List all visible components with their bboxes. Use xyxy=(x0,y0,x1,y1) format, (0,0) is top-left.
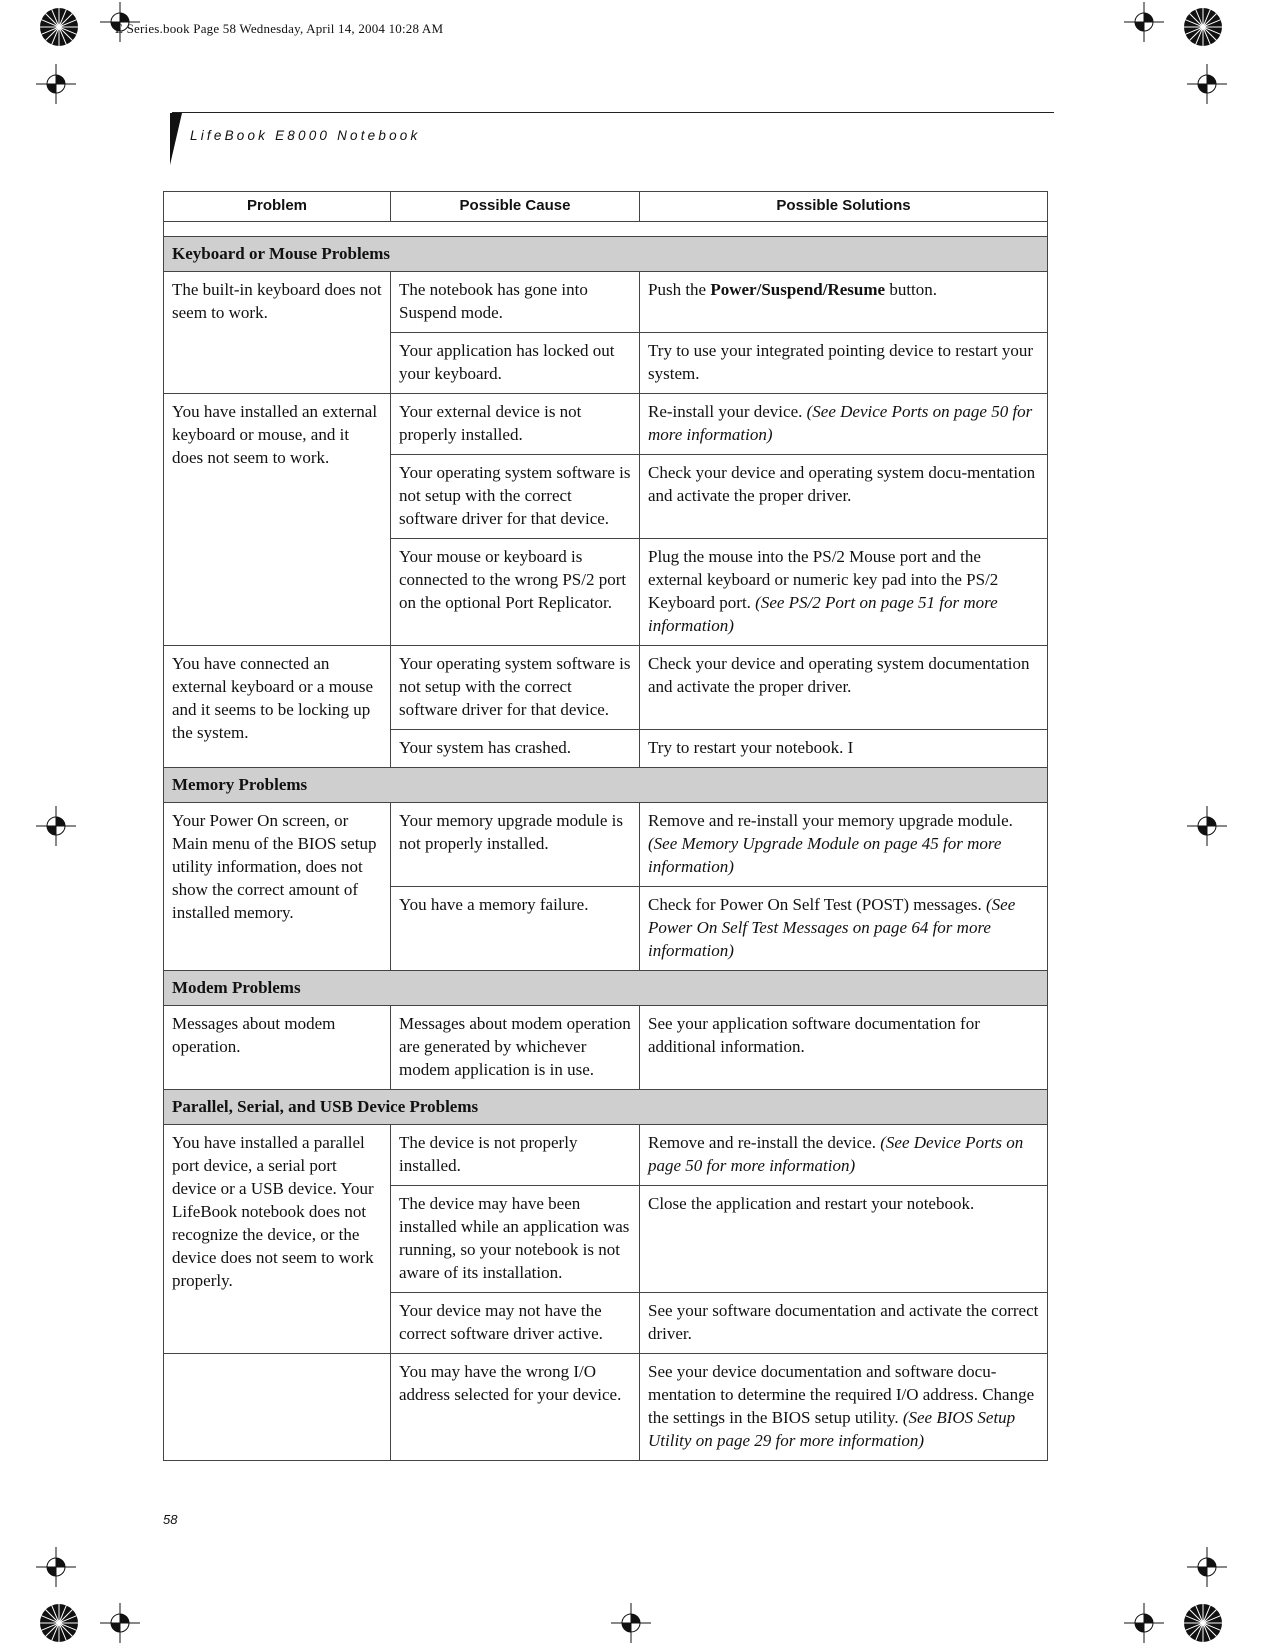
solution-cell: Close the application and restart your notebook. xyxy=(640,1186,1048,1293)
cause-cell: Your memory upgrade module is not properly installed. xyxy=(391,803,640,887)
crosshair-mark-icon xyxy=(36,1547,76,1587)
table-row xyxy=(164,394,1048,455)
crosshair-mark-icon xyxy=(1124,1603,1164,1643)
crosshair-mark-icon xyxy=(1124,2,1164,42)
section-title: Modem Problems xyxy=(164,971,1048,1006)
troubleshooting-table xyxy=(163,191,1048,1461)
section-row xyxy=(164,971,1048,1006)
table-row xyxy=(164,272,1048,333)
solution-cell: Push the Power/Suspend/Resume button. xyxy=(640,272,1048,333)
header-divider xyxy=(164,222,1048,237)
section-title: Memory Problems xyxy=(164,768,1048,803)
problem-cell: You have installed an external keyboard or mouse, and it does not seem to work. xyxy=(164,394,391,646)
solution-cell: Check for Power On Self Test (POST) messages. (See Power On Self Test Messages on page 64 for more information) xyxy=(640,887,1048,971)
registration-rosette-icon xyxy=(39,7,79,47)
column-header-cause: Possible Cause xyxy=(391,192,640,222)
solution-cell: Try to use your integrated pointing device to restart your system. xyxy=(640,333,1048,394)
crosshair-mark-icon xyxy=(1187,806,1227,846)
table-row xyxy=(164,1354,1048,1461)
section-title: Parallel, Serial, and USB Device Problems xyxy=(164,1090,1048,1125)
crosshair-mark-icon xyxy=(36,806,76,846)
solution-cell: Check your device and operating system documentation and activate the proper driver. xyxy=(640,646,1048,730)
solution-cell: See your software documentation and activate the correct driver. xyxy=(640,1293,1048,1354)
page-number: 58 xyxy=(163,1512,178,1527)
header-tab-marker xyxy=(170,113,182,165)
crosshair-mark-icon xyxy=(611,1603,651,1643)
section-row xyxy=(164,1090,1048,1125)
cause-cell: The notebook has gone into Suspend mode. xyxy=(391,272,640,333)
cause-cell: Your operating system software is not setup with the correct software driver for that device. xyxy=(391,646,640,730)
cause-cell: You may have the wrong I/O address selected for your device. xyxy=(391,1354,640,1461)
running-head: LifeBook E8000 Notebook xyxy=(190,128,421,143)
cause-cell: Your system has crashed. xyxy=(391,730,640,768)
problem-cell: You have installed a parallel port device, a serial port device or a USB device. Your LifeBook notebook does not recognize the device, or the device does not seem to work properly. xyxy=(164,1125,391,1354)
cause-cell: Your operating system software is not setup with the correct software driver for that device. xyxy=(391,455,640,539)
column-header-solutions: Possible Solutions xyxy=(640,192,1048,222)
cause-cell: The device may have been installed while an application was running, so your notebook is not aware of its installation. xyxy=(391,1186,640,1293)
cause-cell: Your device may not have the correct software driver active. xyxy=(391,1293,640,1354)
cause-cell: Your application has locked out your keyboard. xyxy=(391,333,640,394)
header-rule xyxy=(172,112,1054,113)
cause-cell: Your external device is not properly installed. xyxy=(391,394,640,455)
cause-cell: Messages about modem operation are generated by whichever modem application is in use. xyxy=(391,1006,640,1090)
table-row xyxy=(164,803,1048,887)
solution-cell: See your device documentation and software docu-mentation to determine the required I/O address. Change the settings in the BIOS setup utility. (See BIOS Setup Utility on page 29 for more information) xyxy=(640,1354,1048,1461)
solution-cell: Plug the mouse into the PS/2 Mouse port and the external keyboard or numeric key pad into the PS/2 Keyboard port. (See PS/2 Port on page 51 for more information) xyxy=(640,539,1048,646)
section-title: Keyboard or Mouse Problems xyxy=(164,237,1048,272)
crosshair-mark-icon xyxy=(100,1603,140,1643)
crosshair-mark-icon xyxy=(1187,1547,1227,1587)
solution-cell: Re-install your device. (See Device Ports on page 50 for more information) xyxy=(640,394,1048,455)
table-row xyxy=(164,646,1048,730)
solution-cell: Check your device and operating system docu-mentation and activate the proper driver. xyxy=(640,455,1048,539)
solution-cell: Remove and re-install the device. (See Device Ports on page 50 for more information) xyxy=(640,1125,1048,1186)
problem-cell: You have connected an external keyboard or a mouse and it seems to be locking up the system. xyxy=(164,646,391,768)
table-row xyxy=(164,1006,1048,1090)
cause-cell: The device is not properly installed. xyxy=(391,1125,640,1186)
problem-cell: Messages about modem operation. xyxy=(164,1006,391,1090)
table-row xyxy=(164,1125,1048,1186)
crosshair-mark-icon xyxy=(1187,64,1227,104)
crosshair-mark-icon xyxy=(36,64,76,104)
solution-cell: Remove and re-install your memory upgrade module. (See Memory Upgrade Module on page 45 for more information) xyxy=(640,803,1048,887)
table-header-row xyxy=(164,192,1048,222)
cause-cell: You have a memory failure. xyxy=(391,887,640,971)
problem-cell: The built-in keyboard does not seem to work. xyxy=(164,272,391,394)
print-info: E Series.book Page 58 Wednesday, April 14, 2004 10:28 AM xyxy=(115,21,444,36)
section-row xyxy=(164,768,1048,803)
problem-cell-empty xyxy=(164,1354,391,1461)
solution-cell: Try to restart your notebook. I xyxy=(640,730,1048,768)
solution-cell: See your application software documentation for additional information. xyxy=(640,1006,1048,1090)
column-header-problem: Problem xyxy=(164,192,391,222)
registration-rosette-icon xyxy=(39,1603,79,1643)
registration-rosette-icon xyxy=(1183,1603,1223,1643)
section-row xyxy=(164,237,1048,272)
registration-rosette-icon xyxy=(1183,7,1223,47)
cause-cell: Your mouse or keyboard is connected to the wrong PS/2 port on the optional Port Replicator. xyxy=(391,539,640,646)
problem-cell: Your Power On screen, or Main menu of the BIOS setup utility information, does not show the correct amount of installed memory. xyxy=(164,803,391,971)
